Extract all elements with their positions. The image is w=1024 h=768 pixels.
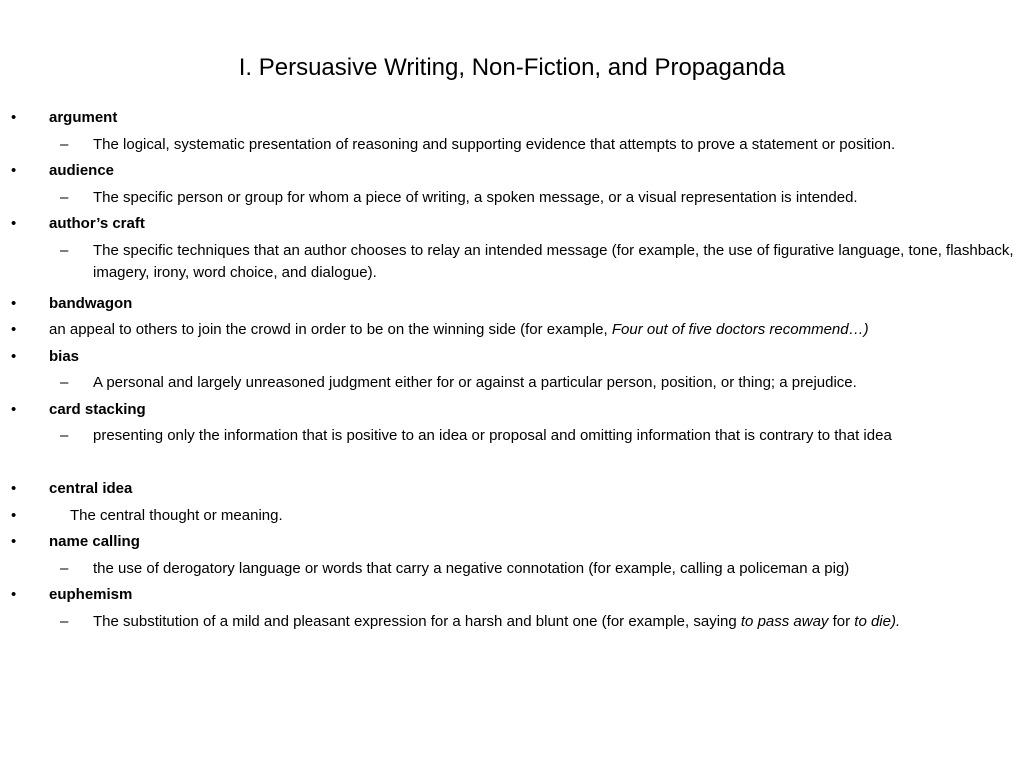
definition-text: for — [828, 612, 855, 630]
bullet-glyph: • — [11, 586, 17, 603]
bullet-glyph: • — [11, 215, 17, 232]
definition-euphemism — [0, 611, 1024, 638]
definition-text: A personal and largely unreasoned judgment either for or against a particular person, position, or thing; a prejudice. — [93, 374, 857, 391]
bullet-glyph: • — [11, 400, 17, 418]
list-item-name-calling — [0, 531, 1024, 558]
term: author’s craft — [49, 215, 145, 232]
definition-card-stacking — [0, 425, 1024, 478]
definition-text: The logical, systematic presentation of reasoning and supporting evidence that attempts to prove a statement or position. — [93, 135, 896, 153]
list-item-euphemism — [0, 584, 1024, 611]
dash-glyph: – — [60, 241, 69, 259]
definition-example: Four out of five doctors recommend…) — [611, 321, 869, 338]
list-item-card-stacking — [0, 399, 1024, 426]
dash-glyph: – — [60, 427, 69, 444]
list-item-bandwagon — [0, 293, 1024, 320]
list-item-bandwagon-definition — [0, 319, 1024, 346]
list-item-authors-craft — [0, 213, 1024, 240]
term: card stacking — [49, 400, 146, 418]
definition-text: The central thought or meaning. — [70, 506, 283, 524]
list-item-central-idea-definition — [0, 505, 1024, 532]
term: name calling — [49, 533, 140, 550]
definition-authors-craft — [0, 240, 1024, 293]
definition-text: The substitution of a mild and pleasant expression for a harsh and blunt one (for example, saying — [93, 612, 741, 630]
bullet-glyph: • — [11, 162, 17, 179]
dash-glyph: – — [60, 559, 69, 577]
slide-title: I. Persuasive Writing, Non-Fiction, and Propaganda — [238, 54, 786, 81]
definition-text: The specific person or group for whom a piece of writing, a spoken message, or a visual representation is intended. — [93, 188, 858, 206]
list-item-argument — [0, 107, 1024, 134]
bullet-glyph: • — [11, 294, 17, 312]
definition-example: to die). — [854, 612, 901, 630]
bullet-glyph: • — [11, 480, 17, 497]
term: central idea — [49, 480, 133, 497]
definition-text: the use of derogatory language or words that carry a negative connotation (for example, calling a policeman a pig) — [93, 559, 850, 577]
list-item-central-idea — [0, 478, 1024, 505]
term: audience — [49, 162, 115, 179]
bullet-list — [0, 107, 1024, 637]
dash-glyph: – — [60, 135, 69, 153]
term: bias — [49, 347, 80, 365]
term: bandwagon — [49, 294, 133, 312]
term: argument — [49, 109, 118, 126]
definition-example: to pass away — [740, 612, 829, 630]
dash-glyph: – — [60, 188, 69, 206]
definition-text: an appeal to others to join the crowd in order to be on the winning side (for example, — [49, 321, 612, 338]
bullet-glyph: • — [11, 506, 17, 524]
definition-text: The specific techniques that an author chooses to relay an intended message (for example, the use of figurative language, tone, flashback, imagery, irony, word choice, and dialogue). — [93, 241, 1014, 281]
bullet-glyph: • — [11, 533, 17, 550]
definition-bias — [0, 372, 1024, 399]
definition-text: presenting only the information that is positive to an idea or proposal and omitting information that is contrary to that idea — [93, 427, 892, 444]
definition-argument — [0, 134, 1024, 161]
definition-name-calling — [0, 558, 1024, 585]
bullet-glyph: • — [11, 109, 17, 126]
list-item-audience — [0, 160, 1024, 187]
bullet-glyph: • — [11, 347, 17, 365]
definition-audience — [0, 187, 1024, 214]
dash-glyph: – — [60, 374, 69, 391]
dash-glyph: – — [60, 612, 69, 630]
term: euphemism — [49, 586, 133, 603]
list-item-bias — [0, 346, 1024, 373]
bullet-glyph: • — [11, 321, 17, 338]
